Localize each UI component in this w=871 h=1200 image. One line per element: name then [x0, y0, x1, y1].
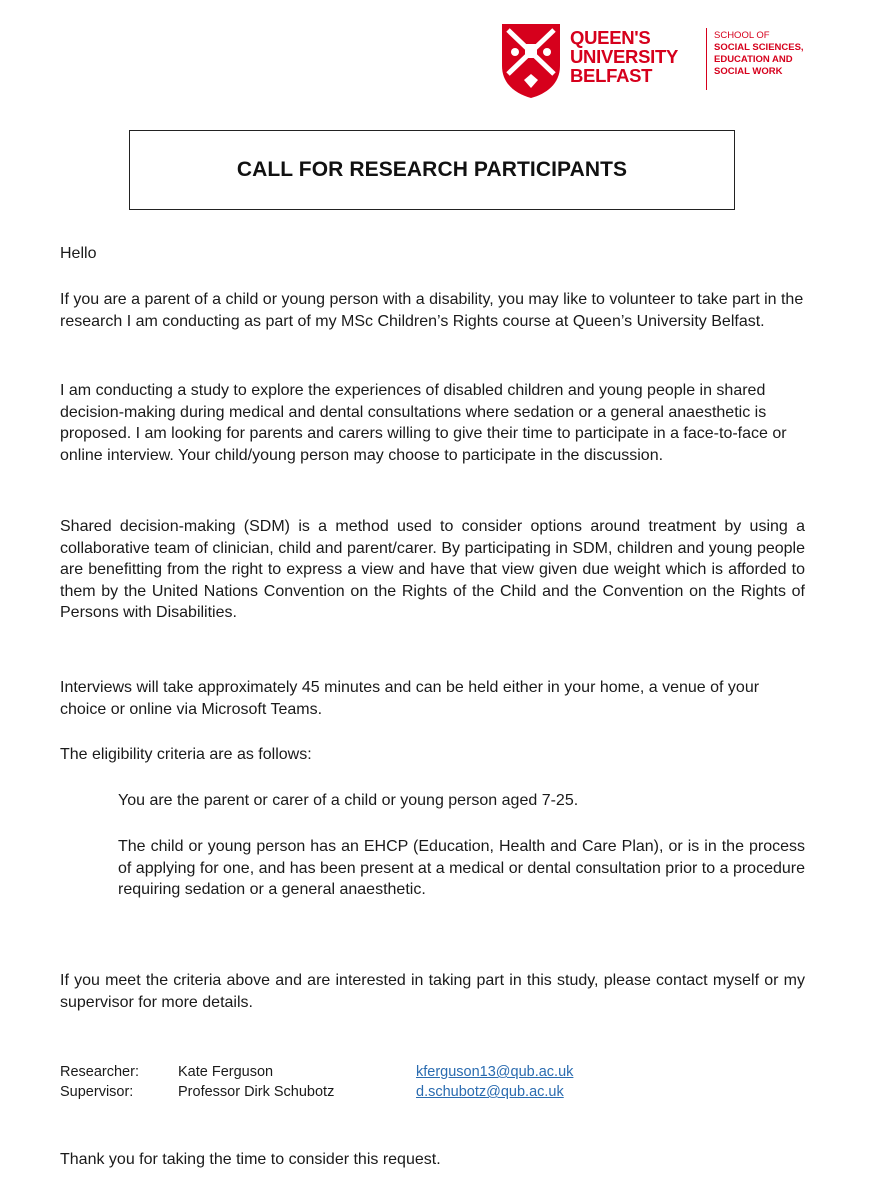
logo-divider	[706, 28, 707, 90]
thanks-paragraph: Thank you for taking the time to consider this request.	[60, 1151, 441, 1168]
contact-role: Supervisor:	[60, 1084, 134, 1100]
title-box	[129, 130, 735, 210]
interviews-paragraph: Interviews will take approximately 45 minutes and can be held either in your home, a venue of your choice or online via Microsoft Teams.	[60, 679, 760, 718]
criterion-1: You are the parent or carer of a child or young person aged 7-25.	[118, 792, 579, 809]
university-logo	[500, 22, 820, 104]
greeting: Hello	[60, 245, 97, 262]
university-name: QUEEN'S UNIVERSITY BELFAST	[570, 27, 679, 86]
researcher-email-link[interactable]: kferguson13@qub.ac.uk	[416, 1064, 574, 1080]
contact-name: Kate Ferguson	[178, 1064, 274, 1080]
contact-name: Professor Dirk Schubotz	[178, 1084, 335, 1100]
eligibility-intro: The eligibility criteria are as follows:	[60, 746, 312, 763]
supervisor-email-link[interactable]: d.schubotz@qub.ac.uk	[416, 1084, 564, 1100]
page-title: CALL FOR RESEARCH PARTICIPANTS	[236, 158, 628, 181]
study-paragraph: I am conducting a study to explore the experiences of disabled children and young people in shared decision-making during medical and dental consultations where sedation or a general anaesthetic is proposed. I am looking for parents and carers willing to give their time to participate in a face-to-face or online interview. Your child/young person may choose to participate in the discussion.	[60, 382, 787, 464]
intro-paragraph: If you are a parent of a child or young person with a disability, you may like to volunteer to take part in the research I am conducting as part of my MSc Children’s Rights course at Queen’s University Belfast.	[60, 291, 804, 330]
university-crest-icon	[500, 22, 562, 100]
contact-list	[60, 1062, 573, 1102]
contact-row-researcher	[60, 1062, 573, 1082]
school-name: SCHOOL OF SOCIAL SCIENCES, EDUCATION AND SOCIAL WORK	[714, 30, 804, 77]
contact-paragraph: If you meet the criteria above and are interested in taking part in this study, please contact myself or my supervisor for more details.	[60, 972, 805, 1011]
criterion-2: The child or young person has an EHCP (Education, Health and Care Plan), or is in the process of applying for one, and has been present at a medical or dental consultation prior to a procedure requiring sedation or a general anaesthetic.	[118, 838, 805, 898]
sdm-paragraph: Shared decision-making (SDM) is a method used to consider options around treatment by using a collaborative team of clinician, child and parent/carer. By participating in SDM, children and young people are benefitting from the right to express a view and have that view given due weight which is afforded to them by the United Nations Convention on the Rights of the Child and the Convention on the Rights of Persons with Disabilities.	[60, 518, 805, 621]
contact-row-supervisor	[60, 1082, 573, 1102]
contact-role: Researcher:	[60, 1064, 139, 1080]
